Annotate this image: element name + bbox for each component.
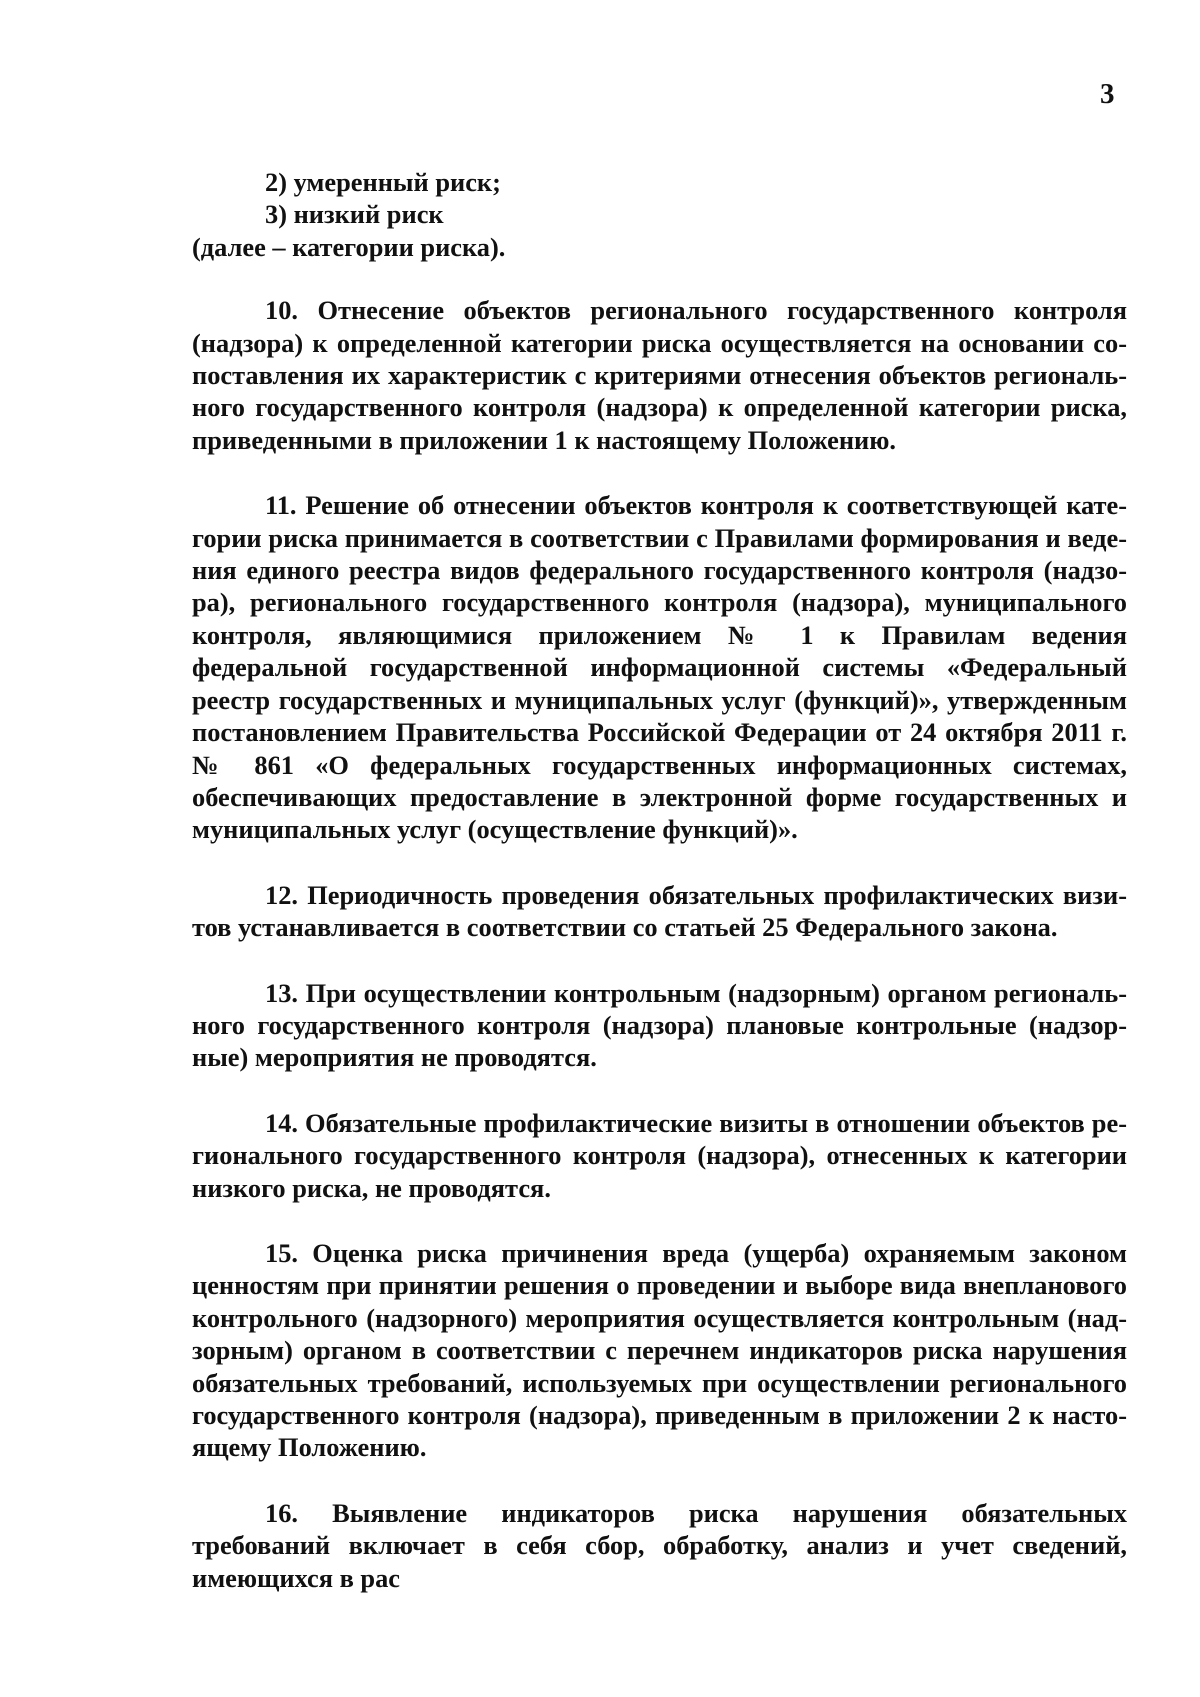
paragraph-11: 11. Решение об отнесении объектов контроля к соответствующей категории риска принимается в соответствии с Правилами формирования и ведения единого реестра видов федерального государственного контроля (надзора), регионального государственного контроля (надзора), муниципального контроля, являющимися приложением № 1 к Правилам ведения федеральной государственной информационной системы «Федеральный реестр государственных и муниципальных услуг (функций)», утвержденным постановлением Правительства Российской Федерации от 24 октября 2011 г. № 861 «О федеральных государственных информационных системах, обеспечивающих предоставление в электронной форме государственных и муниципальных услуг (осуществление функций)». <box>192 490 1127 845</box>
paragraph-10: 10. Отнесение объектов регионального государственного контроля (надзора) к определенной категории риска осуществляется на основании сопоставления их характеристик с критериями отнесения объектов регионального государственного контроля (надзора) к определенной категории риска, приведенными в приложении 1 к настоящему Положению. <box>192 295 1127 455</box>
risk-list-item-moderate: 2) умеренный риск; <box>265 167 501 197</box>
paragraph-15: 15. Оценка риска причинения вреда (ущерба) охраняемым законом ценностям при принятии решения о проведении и выборе вида внепланового контрольного (надзорного) мероприятия осуществляется контрольным (надзорным) органом в соответствии с перечнем индикаторов риска нарушения обязательных требований, используемых при осуществлении регионального государственного контроля (надзора), приведенным в приложении 2 к настоящему Положению. <box>192 1237 1127 1463</box>
document-body <box>192 166 1127 1620</box>
paragraph-14: 14. Обязательные профилактические визиты в отношении объектов регионального государственного контроля (надзора), отнесенных к категории низкого риска, не проводятся. <box>192 1107 1127 1203</box>
risk-list-tail: (далее – категории риска). <box>192 231 506 262</box>
paragraph-13: 13. При осуществлении контрольным (надзорным) органом регионального государственного контроля (надзора) плановые контрольные (надзорные) мероприятия не проводятся. <box>192 977 1127 1073</box>
paragraph-12: 12. Периодичность проведения обязательных профилактических визитов устанавливается в соответствии со статьей 25 Федерального закона. <box>192 879 1127 943</box>
page-number: 3 <box>1100 78 1115 110</box>
paragraph-16: 16. Выявление индикаторов риска нарушения обязательных требований включает в себя сбор, обработку, анализ и учет сведений, имеющихся в рас <box>192 1497 1127 1593</box>
risk-list-item-low: 3) низкий риск <box>265 199 444 230</box>
